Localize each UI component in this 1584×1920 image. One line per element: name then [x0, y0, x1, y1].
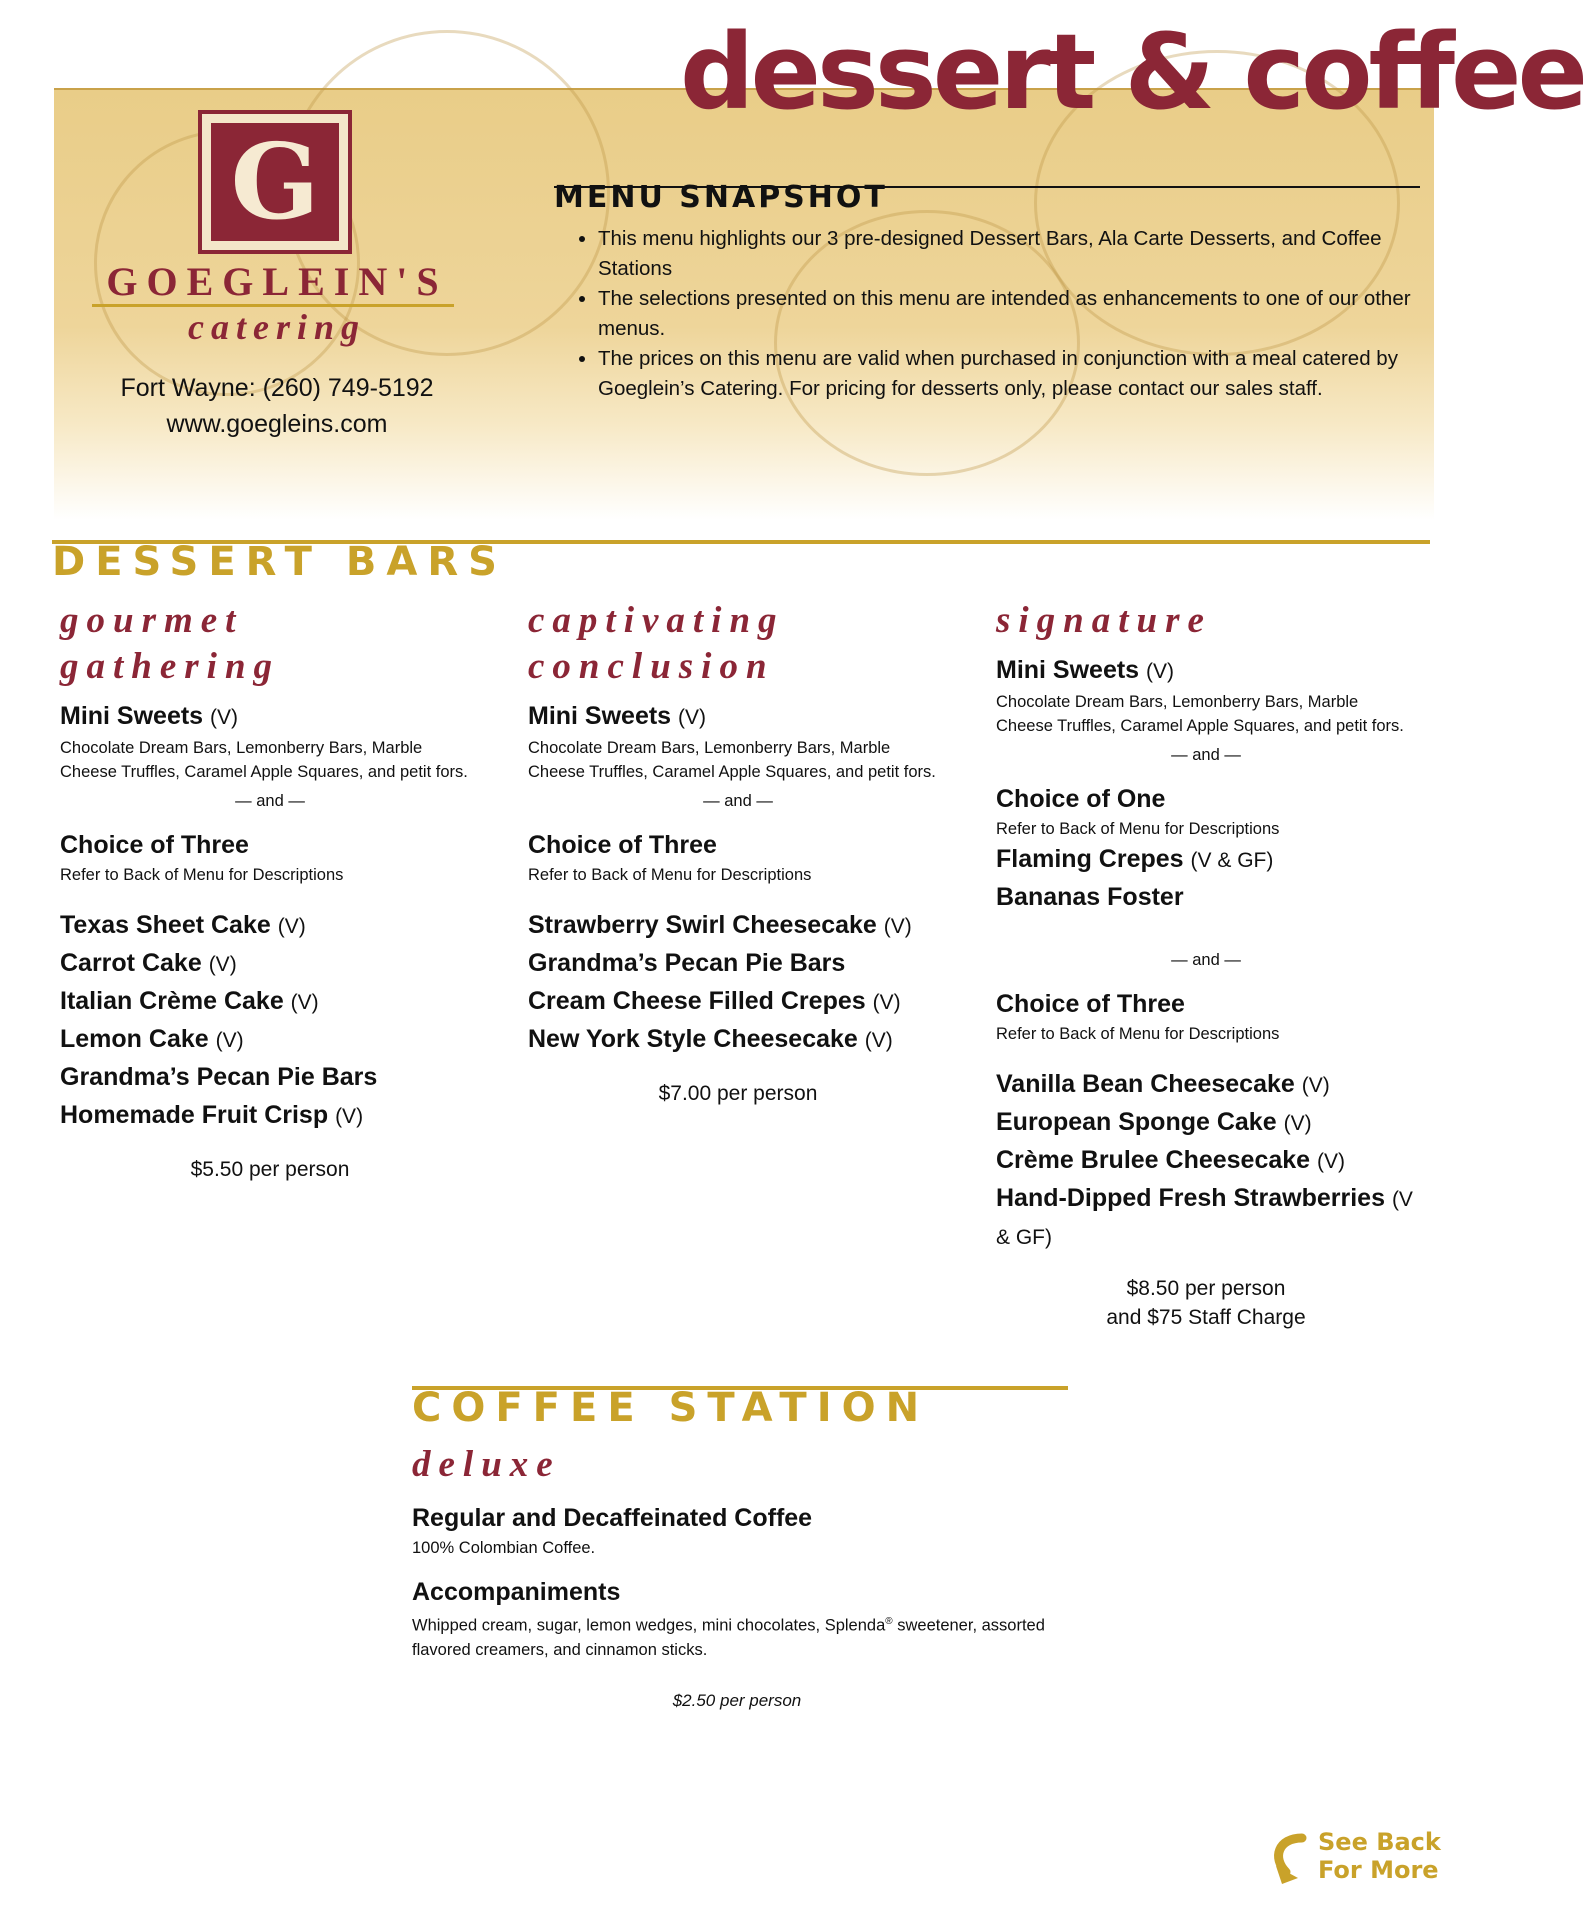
column-title: conclusion	[528, 646, 775, 687]
snapshot-list	[554, 224, 1448, 404]
mini-sweets-label: Mini Sweets	[996, 656, 1140, 684]
price-label: $2.50 per person	[672, 1690, 802, 1710]
choice-desc: Refer to Back of Menu for Descriptions	[996, 1025, 1280, 1043]
dessert-list	[996, 841, 1416, 917]
contact-info	[92, 370, 462, 442]
coffee-item-desc: 100% Colombian Coffee.	[412, 1539, 596, 1557]
website-link[interactable]: www.goegleins.com	[166, 410, 388, 438]
dessert-list	[60, 907, 480, 1135]
and-separator: — and —	[1171, 951, 1241, 969]
snapshot-bullet: • This menu highlights our 3 pre-designed Dessert Bars, Ala Carte Desserts, and Coffee Stations	[598, 224, 1448, 284]
column-title: signature	[996, 600, 1212, 641]
coffee-station-heading: COFFEE STATION	[412, 1385, 930, 1431]
see-back-line2: For More	[1318, 1856, 1439, 1884]
column-title: gathering	[60, 646, 281, 687]
dessert-bars-heading: DESSERT BARS	[52, 539, 507, 585]
snapshot-bullet: • The selections presented on this menu are intended as enhancements to one of our other menus.	[598, 284, 1448, 344]
choice-heading: Choice of One	[996, 785, 1166, 813]
list-item: Crème Brulee Cheesecake (V)	[996, 1146, 1346, 1174]
dessert-list	[528, 907, 948, 1059]
list-item: Grandma’s Pecan Pie Bars	[528, 949, 846, 977]
choice-heading: Choice of Three	[996, 990, 1185, 1018]
choice-desc: Refer to Back of Menu for Descriptions	[60, 866, 344, 884]
list-item: European Sponge Cake (V)	[996, 1108, 1312, 1136]
list-item: Strawberry Swirl Cheesecake (V)	[528, 911, 912, 939]
see-back-indicator	[1268, 1828, 1441, 1884]
column-title: gourmet	[60, 600, 244, 641]
staff-charge-label: and $75 Staff Charge	[1106, 1306, 1306, 1329]
coffee-item-heading: Accompaniments	[412, 1578, 621, 1606]
mini-sweets-desc: Chocolate Dream Bars, Lemonberry Bars, Marble Cheese Truffles, Caramel Apple Squares, and petit fors.	[60, 739, 468, 781]
diet-note: (V)	[1146, 660, 1175, 683]
list-item: Lemon Cake (V)	[60, 1025, 244, 1053]
list-item: Cream Cheese Filled Crepes (V)	[528, 987, 901, 1015]
snapshot-title: MENU SNAPSHOT	[554, 180, 888, 215]
price-label: $8.50 per person	[1126, 1277, 1286, 1300]
choice-heading: Choice of Three	[60, 831, 249, 859]
page-title: dessert & coffee	[680, 11, 1584, 133]
list-item: Flaming Crepes (V & GF)	[996, 845, 1274, 873]
dessert-column-signature	[996, 598, 1416, 1332]
column-title: captivating	[528, 600, 785, 641]
logo-letter: G	[211, 123, 339, 241]
dessert-list	[996, 1066, 1416, 1256]
list-item: Texas Sheet Cake (V)	[60, 911, 306, 939]
and-separator: — and —	[703, 792, 773, 810]
list-item: Italian Crème Cake (V)	[60, 987, 319, 1015]
list-item: Homemade Fruit Crisp (V)	[60, 1101, 364, 1129]
coffee-item-desc: Whipped cream, sugar, lemon wedges, mini chocolates, Splenda® sweetener, assorted flavored creamers, and cinnamon sticks.	[412, 1616, 1045, 1659]
price-label: $7.00 per person	[658, 1082, 818, 1105]
list-item: New York Style Cheesecake (V)	[528, 1025, 893, 1053]
and-separator: — and —	[1171, 746, 1241, 764]
goegleins-logo	[198, 110, 352, 254]
list-item: Vanilla Bean Cheesecake (V)	[996, 1070, 1330, 1098]
mini-sweets-heading	[528, 698, 948, 736]
mini-sweets-heading	[60, 698, 480, 736]
mini-sweets-label: Mini Sweets	[528, 702, 672, 730]
choice-desc: Refer to Back of Menu for Descriptions	[996, 820, 1280, 838]
list-item: Hand-Dipped Fresh Strawberries (V & GF)	[996, 1184, 1413, 1249]
mini-sweets-label: Mini Sweets	[60, 702, 204, 730]
choice-desc: Refer to Back of Menu for Descriptions	[528, 866, 812, 884]
dessert-column-gourmet	[60, 598, 480, 1184]
diet-note: (V)	[210, 706, 239, 729]
brand-subtitle: catering	[188, 307, 366, 347]
diet-note: (V)	[678, 706, 707, 729]
mini-sweets-desc: Chocolate Dream Bars, Lemonberry Bars, Marble Cheese Truffles, Caramel Apple Squares, and petit fors.	[996, 693, 1404, 735]
dessert-column-captivating	[528, 598, 948, 1108]
curved-arrow-icon	[1268, 1828, 1312, 1884]
see-back-line1: See Back	[1318, 1828, 1441, 1856]
snapshot-bullet: • The prices on this menu are valid when purchased in conjunction with a meal catered by Goeglein’s Catering. For pricing for desserts only, please contact our sales staff.	[598, 344, 1448, 404]
list-item: Bananas Foster	[996, 883, 1184, 911]
coffee-item-heading: Regular and Decaffeinated Coffee	[412, 1504, 813, 1532]
coffee-station-section	[412, 1385, 1062, 1715]
list-item: Carrot Cake (V)	[60, 949, 237, 977]
mini-sweets-desc: Chocolate Dream Bars, Lemonberry Bars, Marble Cheese Truffles, Caramel Apple Squares, and petit fors.	[528, 739, 936, 781]
phone-number: Fort Wayne: (260) 749-5192	[120, 374, 434, 402]
coffee-subtitle: deluxe	[412, 1444, 561, 1485]
choice-heading: Choice of Three	[528, 831, 717, 859]
and-separator: — and —	[235, 792, 305, 810]
mini-sweets-heading	[996, 652, 1416, 690]
list-item: Grandma’s Pecan Pie Bars	[60, 1063, 378, 1091]
brand-name: GOEGLEIN'S	[106, 259, 448, 304]
price-label: $5.50 per person	[190, 1158, 350, 1181]
